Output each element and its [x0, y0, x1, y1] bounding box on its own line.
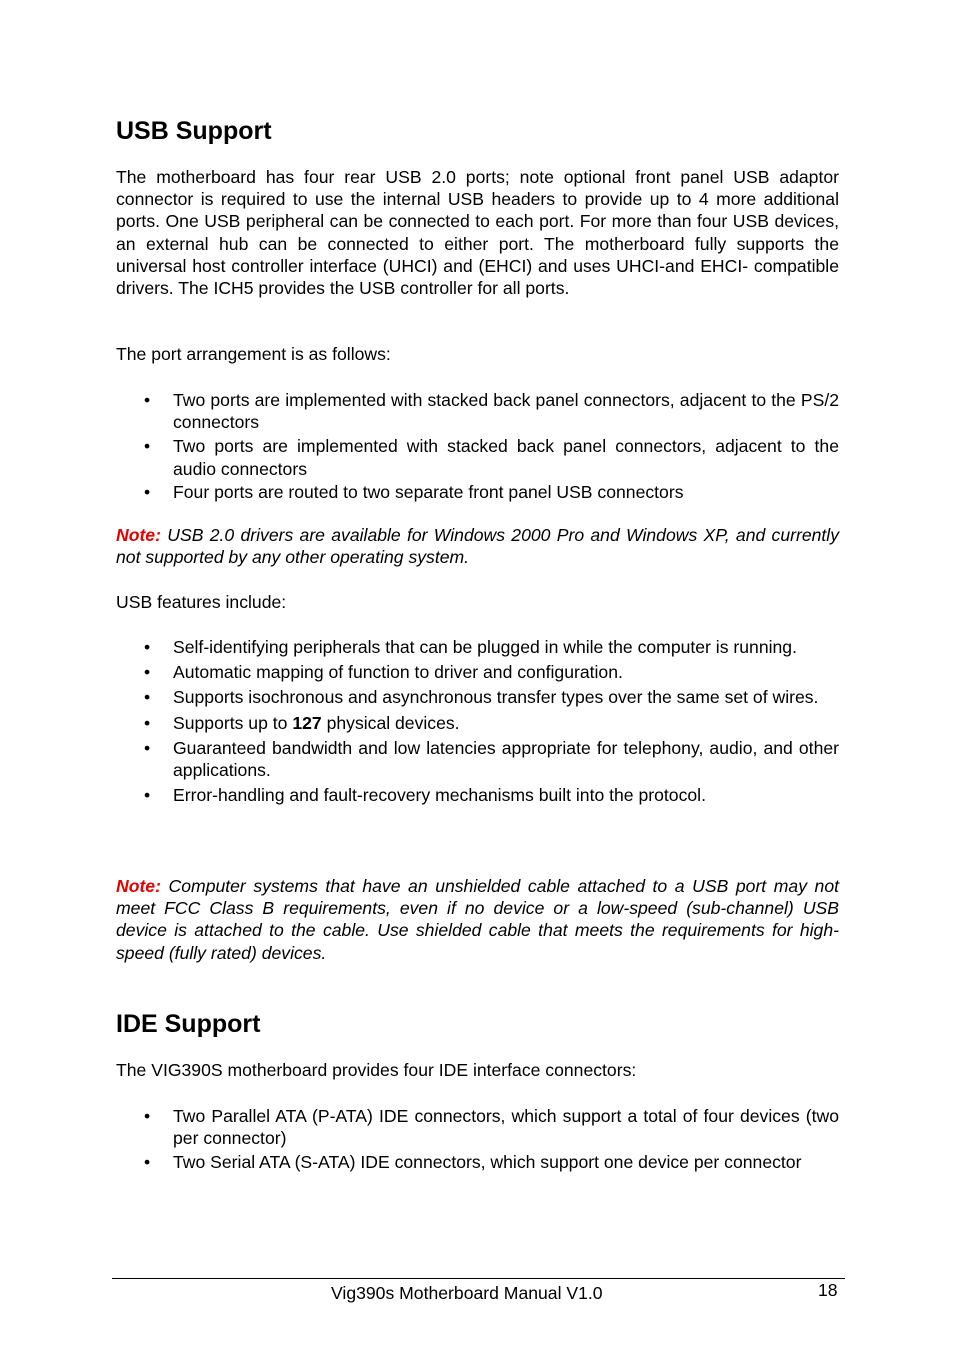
- bullet-icon: •: [144, 737, 151, 758]
- bullet-icon: •: [144, 436, 151, 457]
- ide-connectors-list: [116, 1105, 839, 1174]
- bullet-icon: •: [144, 390, 151, 410]
- usb-intro-paragraph: The motherboard has four rear USB 2.0 ports; note optional front panel USB adaptor connector is required to use the internal USB headers to provide up to 4 more additional ports. One USB peripheral can be connected to each port. For more than four USB devices, an external hub can be connected to either port. The motherboard fully supports the universal host controller interface (UHCI) and (EHCI) and uses UHCI-and EHCI- compatible drivers. The ICH5 provides the USB controller for all ports.: [116, 167, 839, 299]
- bullet-icon: •: [144, 662, 151, 683]
- list-item: • Two Parallel ATA (P-ATA) IDE connectors, which support a total of four devices (two per connector): [144, 1106, 839, 1149]
- usb-support-heading: USB Support: [116, 117, 272, 145]
- footer-title: Vig390s Motherboard Manual V1.0: [331, 1283, 603, 1303]
- port-arrangement-lead: The port arrangement is as follows:: [116, 344, 391, 364]
- list-item: • Two Serial ATA (S-ATA) IDE connectors, which support one device per connector: [144, 1152, 802, 1173]
- list-item: • Two ports are implemented with stacked back panel connectors, adjacent to the audio connectors: [144, 436, 839, 479]
- bullet-icon: •: [144, 1106, 151, 1126]
- note-label: Note:: [116, 876, 161, 896]
- list-item: • Four ports are routed to two separate front panel USB connectors: [144, 481, 684, 502]
- list-item: • Two ports are implemented with stacked back panel connectors, adjacent to the PS/2 connectors: [144, 390, 839, 433]
- bullet-icon: •: [144, 712, 151, 733]
- page-number: 18: [818, 1280, 838, 1300]
- ide-intro-paragraph: The VIG390S motherboard provides four IDE interface connectors:: [116, 1060, 637, 1080]
- fcc-cable-note: [116, 875, 839, 964]
- port-arrangement-list: [116, 389, 839, 503]
- device-count: 127: [292, 712, 322, 733]
- bullet-icon: •: [144, 687, 151, 708]
- list-item: • Automatic mapping of function to driver and configuration.: [144, 662, 623, 683]
- bullet-icon: •: [144, 1152, 151, 1173]
- note-label: Note:: [116, 525, 161, 545]
- list-item: • Self-identifying peripherals that can be plugged in while the computer is running.: [144, 637, 797, 657]
- list-item: • Error-handling and fault-recovery mechanisms built into the protocol.: [144, 785, 706, 806]
- list-item: • Supports isochronous and asynchronous transfer types over the same set of wires.: [144, 687, 819, 708]
- bullet-icon: •: [144, 785, 151, 806]
- footer-divider: [112, 1278, 845, 1279]
- bullet-icon: •: [144, 481, 151, 502]
- note-text: Computer systems that have an unshielded cable attached to a USB port may not meet FCC Class B requirements, even if no device or a low-speed (sub-channel) USB device is attached to the cable. Use shielded cable that meets the requirements for high-speed (fully rated) devices.: [116, 876, 840, 963]
- list-item: • Guaranteed bandwidth and low latencies appropriate for telephony, audio, and other applications.: [144, 737, 839, 781]
- usb-driver-note: [116, 524, 839, 568]
- list-item: • Supports up to 127 physical devices.: [144, 712, 460, 733]
- note-text: USB 2.0 drivers are available for Windows 2000 Pro and Windows XP, and currently not supported by any other operating system.: [116, 525, 840, 568]
- usb-features-list: [116, 636, 839, 806]
- bullet-icon: •: [144, 637, 151, 657]
- usb-features-lead: USB features include:: [116, 592, 287, 612]
- ide-support-heading: IDE Support: [116, 1010, 261, 1038]
